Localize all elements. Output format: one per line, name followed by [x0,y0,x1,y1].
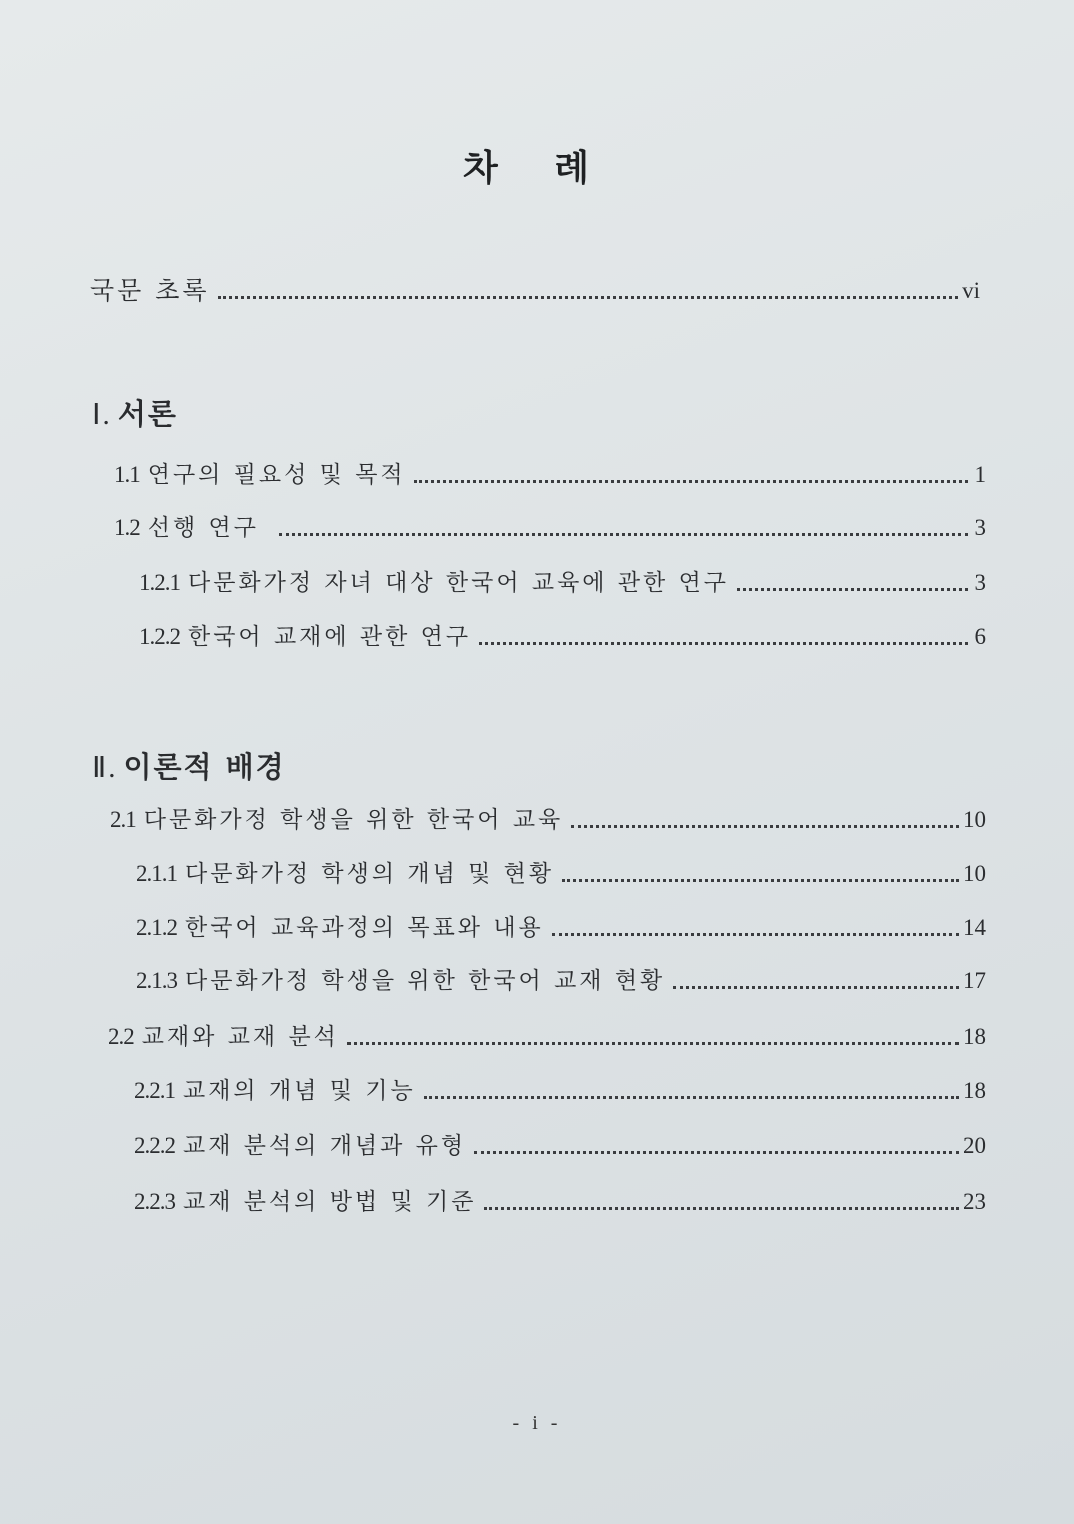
entry-label: 한국어 교재에 관한 연구 [188,624,472,650]
leader-dots [552,933,959,936]
section-number: 2.1.2 [136,915,177,940]
entry-page: vi [962,278,980,303]
entry-page: 6 [974,624,986,649]
toc-entry[interactable] [114,513,986,543]
toc-entry[interactable] [134,1187,986,1217]
toc-entry[interactable] [136,859,986,889]
leader-dots [218,296,959,299]
section-number: 2.2.3 [134,1189,175,1214]
leader-dots [474,1151,959,1154]
leader-dots [737,588,968,591]
section-number: 1.2.2 [139,624,180,649]
entry-label: 다문화가정 자녀 대상 한국어 교육에 관한 연구 [188,570,730,596]
toc-entry[interactable] [134,1076,986,1106]
section-number: 1.1 [114,462,140,487]
entry-page: 18 [963,1024,986,1049]
chapter-title: 이론적 배경 [123,750,286,784]
entry-page: 3 [974,570,986,595]
entry-label: 선행 연구 [147,515,259,541]
entry-page: 14 [963,915,986,940]
toc-entry[interactable] [110,805,986,835]
entry-label: 교재의 개념 및 기능 [183,1078,416,1104]
section-number: 1.2 [114,515,140,540]
entry-page: 23 [963,1189,986,1214]
toc-entry[interactable] [136,913,986,943]
chapter-heading-2[interactable] [92,745,286,786]
leader-dots [414,480,968,483]
leader-dots [424,1096,959,1099]
section-number: 2.2.2 [134,1133,175,1158]
entry-page: 10 [963,861,986,886]
entry-page: 3 [974,515,986,540]
toc-entry[interactable] [134,1131,986,1161]
chapter-number: Ⅱ. [92,752,118,784]
leader-dots [484,1207,959,1210]
entry-page: 17 [963,968,986,993]
section-number: 2.2 [108,1024,134,1049]
leader-dots [571,825,959,828]
page-number-footer: - i - [512,1412,562,1434]
toc-entry[interactable] [139,568,986,598]
entry-label: 연구의 필요성 및 목적 [147,462,406,488]
toc-entry[interactable] [136,966,986,996]
entry-label: 다문화가정 학생을 위한 한국어 교재 현황 [185,968,666,994]
section-number: 2.1.1 [136,861,177,886]
entry-label: 교재 분석의 방법 및 기준 [183,1189,477,1215]
leader-dots [347,1042,959,1045]
entry-page: 18 [963,1078,986,1103]
entry-page: 10 [963,807,986,832]
leader-dots [279,533,968,536]
page-title: 차 례 [462,148,612,189]
chapter-heading-1[interactable] [92,392,178,433]
section-number: 2.1.3 [136,968,177,993]
toc-entry[interactable] [108,1022,986,1052]
entry-label: 국문 초록 [90,276,210,305]
section-number: 2.2.1 [134,1078,175,1103]
toc-entry[interactable] [139,622,986,652]
chapter-number: Ⅰ. [92,399,112,431]
entry-page: 1 [974,462,986,487]
section-number: 2.1 [110,807,136,832]
entry-label: 다문화가정 학생의 개념 및 현황 [185,861,555,887]
entry-label: 다문화가정 학생을 위한 한국어 교육 [143,807,564,833]
toc-entry-abstract[interactable] [90,276,980,306]
entry-label: 교재 분석의 개념과 유형 [183,1133,467,1159]
chapter-title: 서론 [117,397,178,431]
section-number: 1.2.1 [139,570,180,595]
leader-dots [479,642,968,645]
entry-label: 한국어 교육과정의 목표와 내용 [185,915,544,941]
leader-dots [673,986,959,989]
entry-page: 20 [963,1133,986,1158]
leader-dots [562,879,959,882]
entry-label: 교재와 교재 분석 [141,1024,339,1050]
toc-entry[interactable] [114,460,986,490]
